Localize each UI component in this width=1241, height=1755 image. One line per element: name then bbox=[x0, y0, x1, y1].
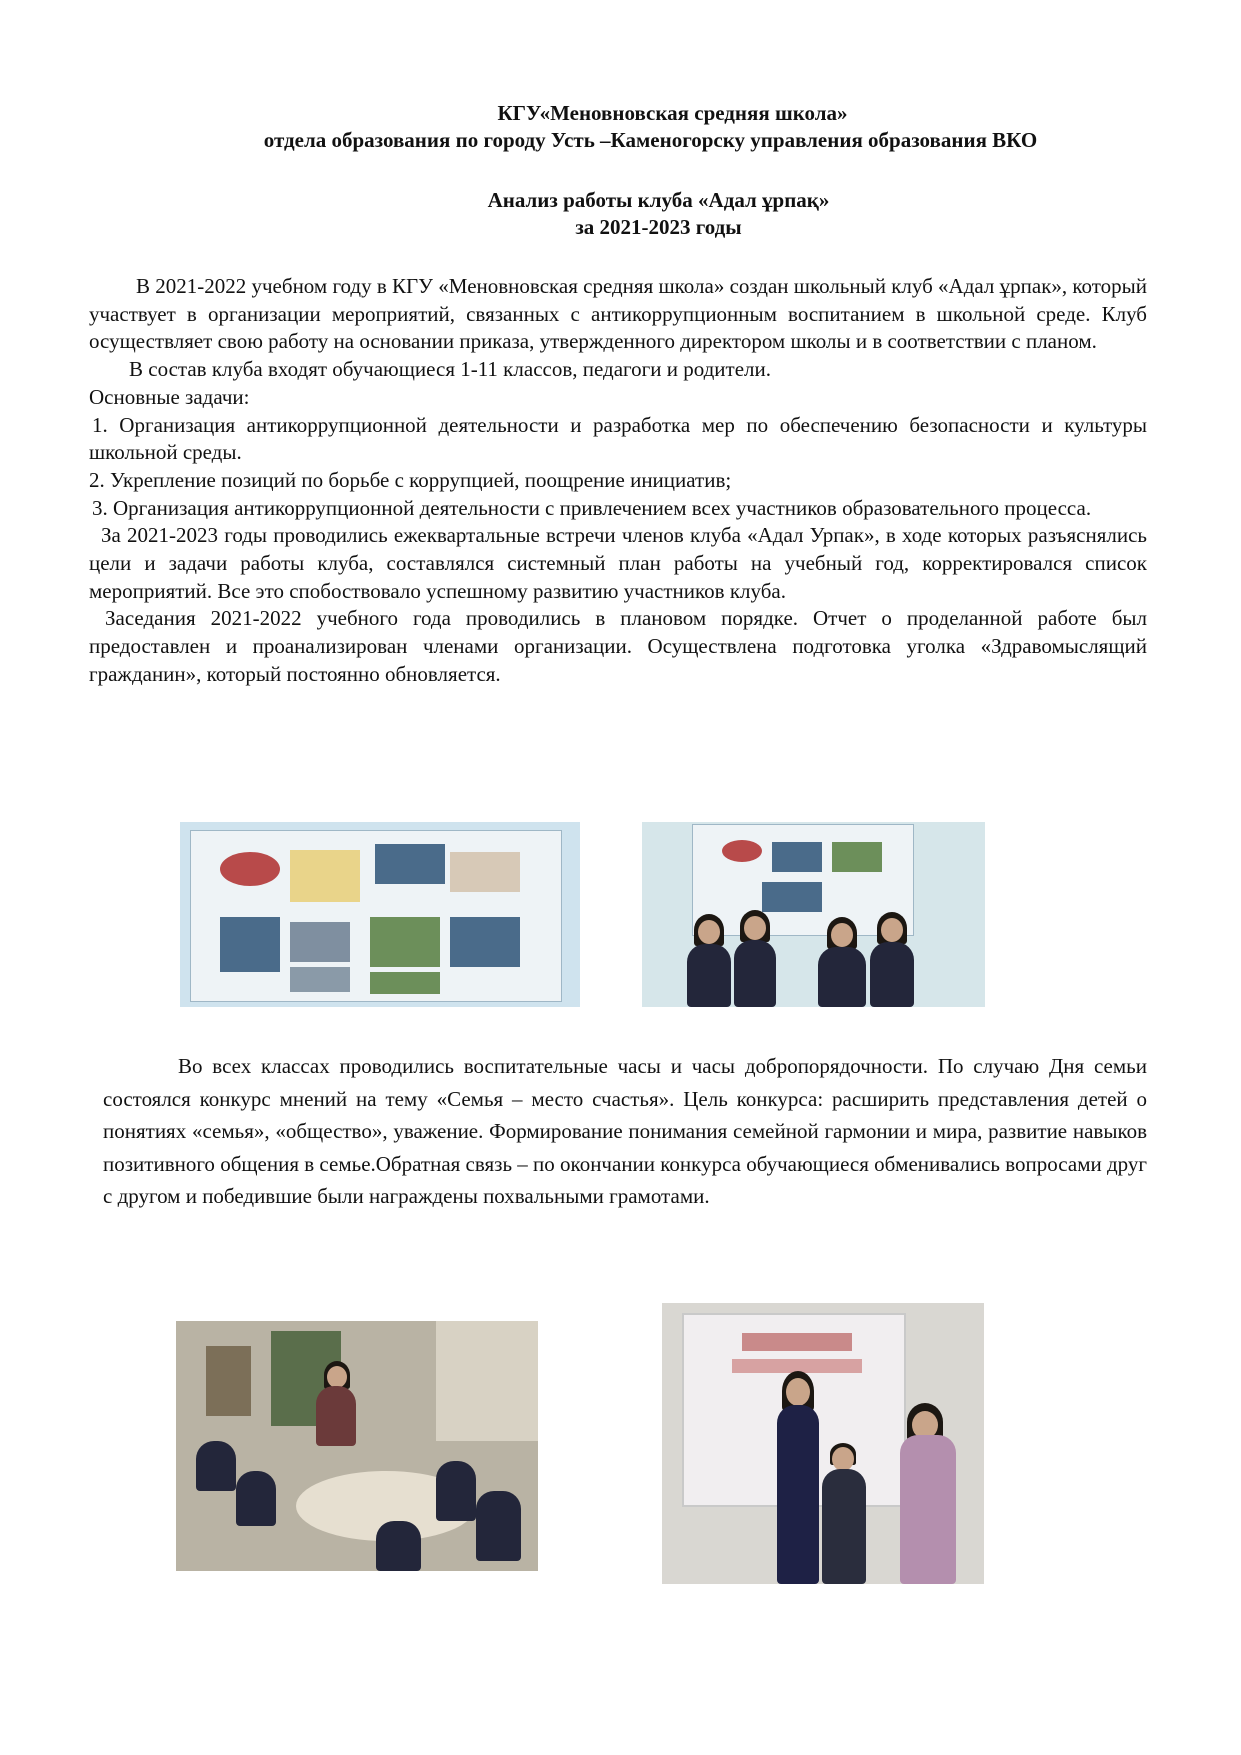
paragraph-family-contest: Во всех классах проводились воспитательные часы и часы добропорядочности. По случаю Дня семьи состоялся конкурс мнений на тему «Семья – место счастья». Цель конкурса: расширить представления детей о понятиях «семья», «общество», уважение. Формирование понимания семейной гармонии и мира, развитие навыков позитивного общения в семье.Обратная связь – по окончании конкурса обучающиеся обменивались вопросами друг с другом и победившие были награждены похвальными грамотами. bbox=[103, 1054, 1147, 1208]
paragraph-sessions: Заседания 2021-2022 учебного года проводились в плановом порядке. Отчет о проделанной работе был предоставлен и проанализирован членами организации. Осуществлена подготовка уголка «Здравомыслящий гражданин», который постоянно обновляется. bbox=[89, 606, 1147, 686]
photo-info-board bbox=[180, 822, 580, 1007]
paragraph-intro: В 2021-2022 учебном году в КГУ «Меновновская средняя школа» создан школьный клуб «Адал ұрпак», который участвует в организации мероприятий, связанных с антикоррупционным воспитанием в школьной среде. Клуб осуществляет свою работу на основании приказа, утвержденного директором школы и в соответствии с планом. bbox=[89, 274, 1148, 354]
task-item-1: 1. Организация антикоррупционной деятельности и разработка мер по обеспечению безопасности и культуры школьной среды. bbox=[89, 412, 1147, 465]
task-item-3: 3. Организация антикоррупционной деятельности с привлечением всех участников образовательного процесса. bbox=[92, 495, 1092, 520]
paragraph-meetings: За 2021-2023 годы проводились ежеквартальные встречи членов клуба «Адал Урпак», в ходе которых разъяснялись цели и задачи работы клуба, составлялся системный план работы на учебный год, корректировался список мероприятий. Все это спобоствовало успешному развитию участников клуба. bbox=[89, 523, 1147, 603]
main-text-block bbox=[89, 273, 1147, 689]
photo-students-at-board bbox=[642, 822, 985, 1007]
tasks-heading: Основные задачи: bbox=[89, 384, 250, 409]
school-name: КГУ«Меновновская средняя школа» bbox=[497, 101, 848, 125]
paragraph-members: В состав клуба входят обучающиеся 1-11 классов, педагоги и родители. bbox=[129, 357, 771, 382]
photo-projector-presentation bbox=[662, 1303, 984, 1584]
document-period: за 2021-2023 годы bbox=[575, 215, 742, 239]
task-item-2: 2. Укрепление позиций по борьбе с коррупцией, поощрение инициатив; bbox=[89, 467, 732, 492]
document-title: Анализ работы клуба «Адал ұрпақ» bbox=[487, 188, 830, 212]
department-name: отдела образования по городу Усть –Каменогорску управления образования ВКО bbox=[263, 128, 1038, 152]
photo-classroom bbox=[176, 1321, 538, 1571]
text-block-family-day bbox=[103, 1050, 1147, 1213]
